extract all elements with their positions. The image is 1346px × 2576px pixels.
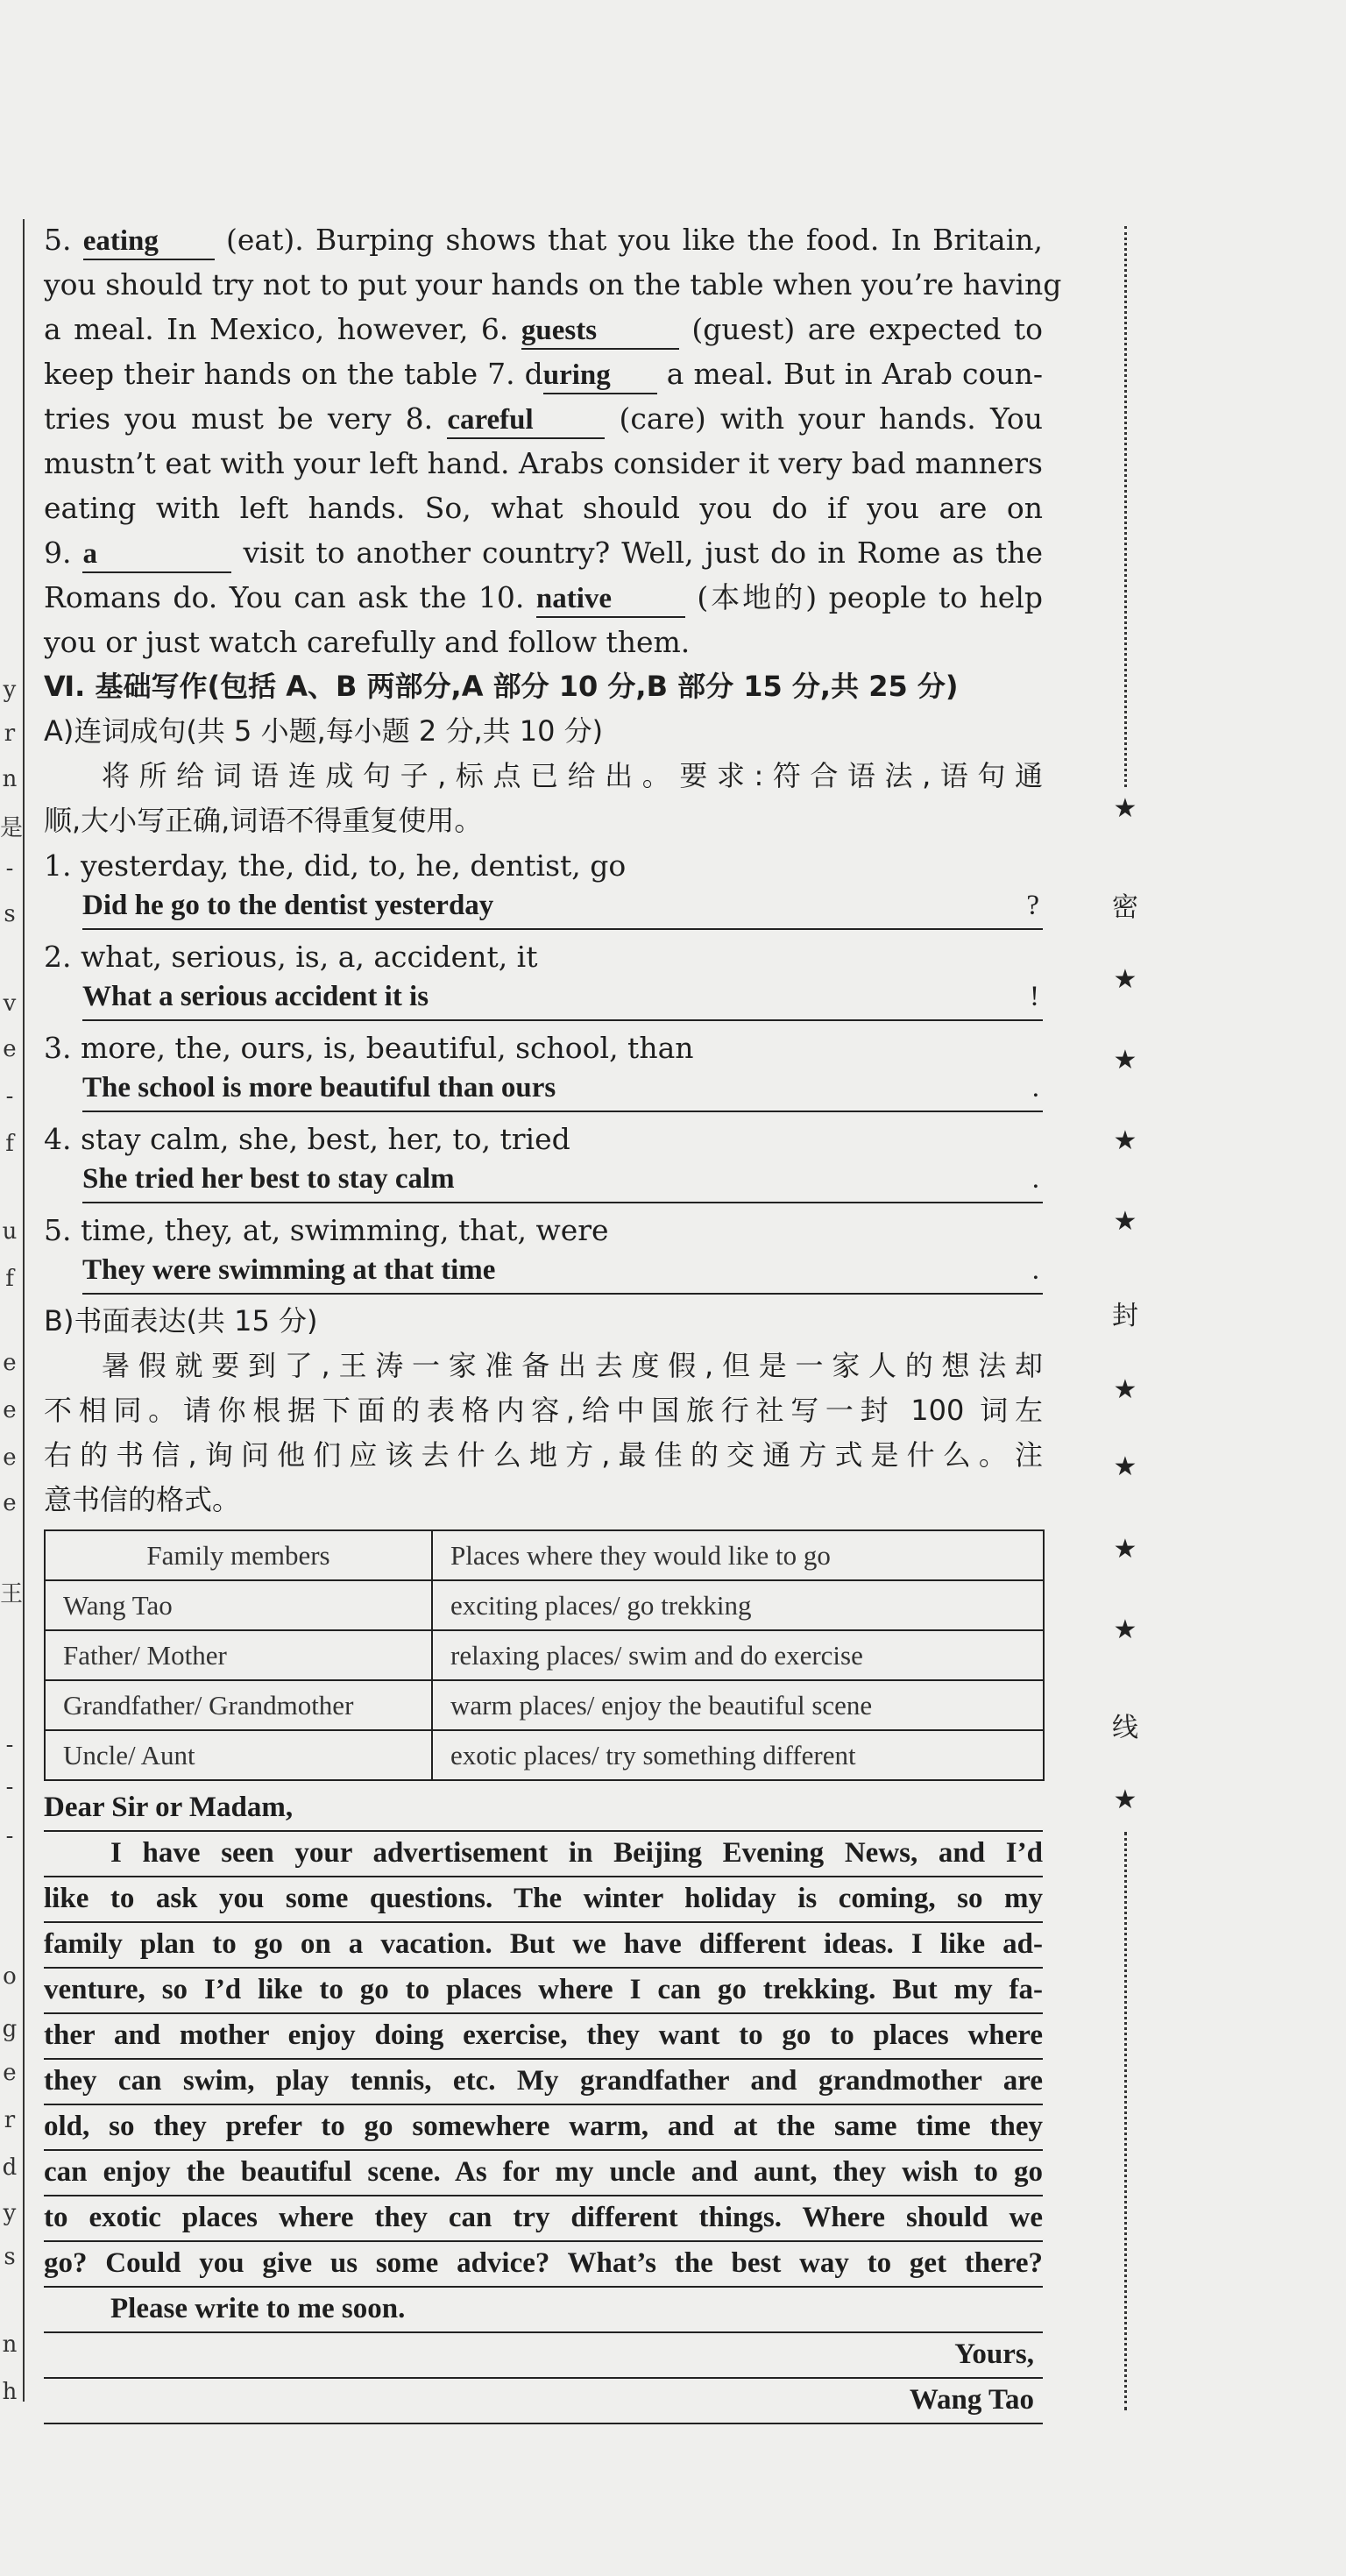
star-icon: ★ bbox=[1113, 1206, 1137, 1237]
cloze-text: 5. bbox=[44, 223, 72, 257]
bleed-char: f bbox=[5, 1266, 14, 1292]
cloze-passage bbox=[44, 217, 1062, 664]
item-answer: She tried her best to stay calm bbox=[82, 1163, 455, 1195]
binding-char-xian: 线 bbox=[1112, 1713, 1138, 1743]
bleed-char: h bbox=[2, 2379, 18, 2405]
bleed-char: 王 bbox=[0, 1581, 24, 1607]
table-row bbox=[45, 1730, 1044, 1780]
main-column bbox=[44, 217, 1062, 2424]
table-row bbox=[45, 1630, 1044, 1680]
cloze-text: you should try not to put your hands on the table when you’re having bbox=[44, 267, 1062, 302]
item-punct: . bbox=[1031, 1163, 1039, 1195]
bleed-char: e bbox=[3, 1490, 17, 1516]
part-b-heading: B)书面表达(共 15 分) bbox=[44, 1304, 318, 1338]
cloze-text: visit to another country? Well, just do in Rome as the bbox=[243, 536, 1043, 570]
item-punct: ! bbox=[1030, 981, 1039, 1012]
bleed-char: n bbox=[2, 2331, 18, 2358]
cloze-text: Romans do. You can ask the 10. bbox=[44, 580, 525, 614]
cloze-text: eating with left hands. So, what should you do if you are on bbox=[44, 491, 1043, 525]
section-title: Ⅵ. 基础写作(包括 A、B 两部分,A 部分 10 分,B 部分 15 分,共 25 分) bbox=[44, 670, 959, 703]
bleed-char: r bbox=[4, 2107, 16, 2133]
letter-answer bbox=[44, 1786, 1043, 2424]
letter-signature: Wang Tao bbox=[44, 2379, 1043, 2424]
letter-line: old, so they prefer to go somewhere warm, and at the same time they bbox=[44, 2105, 1043, 2151]
table-row bbox=[45, 1680, 1044, 1730]
table-row bbox=[45, 1580, 1044, 1630]
letter-line: venture, so I’d like to go to places where I can go trekking. But my fa- bbox=[44, 1969, 1043, 2014]
cloze-text: 9. bbox=[44, 536, 72, 570]
letter-line: I have seen your advertisement in Beijing Evening News, and I’d bbox=[44, 1832, 1043, 1877]
part-b-prompt: 右的书信,询问他们应该去什么地方,最佳的交通方式是什么。注 bbox=[44, 1438, 1043, 1472]
left-margin-rule bbox=[23, 219, 25, 2402]
sentence-item bbox=[44, 1208, 1043, 1295]
bleed-char: e bbox=[3, 1036, 17, 1062]
bleed-char: - bbox=[5, 1083, 14, 1110]
star-icon: ★ bbox=[1113, 1045, 1137, 1075]
letter-line: can enjoy the beautiful scene. As for my uncle and aunt, they wish to go bbox=[44, 2151, 1043, 2196]
letter-line: go? Could you give us some advice? What’s the best way to get there? bbox=[44, 2242, 1043, 2288]
bleed-char: y bbox=[3, 2200, 17, 2226]
item-punct: ? bbox=[1026, 890, 1039, 921]
table-cell: relaxing places/ swim and do exercise bbox=[432, 1630, 1044, 1680]
bleed-char: n bbox=[2, 766, 18, 792]
letter-line: like to ask you some questions. The winter holiday is coming, so my bbox=[44, 1877, 1043, 1923]
sentence-item bbox=[44, 934, 1043, 1021]
sentence-items bbox=[44, 843, 1043, 1295]
binding-char-feng: 封 bbox=[1112, 1301, 1138, 1331]
bleed-char: d bbox=[2, 2154, 18, 2181]
letter-line: they can swim, play tennis, etc. My grandfather and grandmother are bbox=[44, 2060, 1043, 2105]
letter-signoff: Yours, bbox=[44, 2333, 1043, 2379]
cloze-text: keep their hands on the table 7. d bbox=[44, 357, 543, 391]
table-cell: Father/ Mother bbox=[45, 1630, 432, 1680]
item-words: 4. stay calm, she, best, her, to, tried bbox=[44, 1122, 570, 1156]
cloze-answer-7: uring bbox=[543, 358, 657, 394]
item-answer-line bbox=[82, 888, 1043, 930]
bleed-char: - bbox=[5, 1823, 14, 1849]
item-words: 1. yesterday, the, did, to, he, dentist, go bbox=[44, 848, 627, 883]
table-cell: exciting places/ go trekking bbox=[432, 1580, 1044, 1630]
cloze-text: a meal. In Mexico, however, 6. bbox=[44, 312, 509, 346]
cloze-text: (care) with your hands. You bbox=[619, 401, 1043, 436]
sentence-item bbox=[44, 1117, 1043, 1203]
item-punct: . bbox=[1031, 1254, 1039, 1286]
cloze-text: (guest) are expected to bbox=[691, 312, 1043, 346]
table-cell: Uncle/ Aunt bbox=[45, 1730, 432, 1780]
star-icon: ★ bbox=[1113, 964, 1137, 995]
item-answer-line bbox=[82, 1161, 1043, 1203]
cloze-text: a meal. But in Arab coun- bbox=[666, 357, 1043, 391]
part-a-instructions: 顺,大小写正确,词语不得重复使用。 bbox=[44, 804, 483, 837]
bleed-char: e bbox=[3, 1397, 17, 1423]
star-icon: ★ bbox=[1113, 1614, 1137, 1645]
item-words: 5. time, they, at, swimming, that, were bbox=[44, 1213, 609, 1247]
bleed-char: e bbox=[3, 2060, 17, 2086]
table-cell: Grandfather/ Grandmother bbox=[45, 1680, 432, 1730]
letter-greeting: Dear Sir or Madam, bbox=[44, 1786, 1043, 1832]
cloze-text: tries you must be very 8. bbox=[44, 401, 434, 436]
part-a-instructions: 将所给词语连成句子,标点已给出。要求:符合语法,语句通 bbox=[102, 759, 1043, 792]
item-answer: Did he go to the dentist yesterday bbox=[82, 890, 494, 921]
bleed-char: r bbox=[4, 720, 16, 747]
table-cell: warm places/ enjoy the beautiful scene bbox=[432, 1680, 1044, 1730]
table-cell: Wang Tao bbox=[45, 1580, 432, 1630]
bleed-char: o bbox=[3, 1963, 17, 1990]
binding-dotted-line bbox=[1124, 1832, 1127, 2410]
bleed-char: v bbox=[3, 990, 17, 1017]
bleed-char: y bbox=[3, 677, 17, 703]
cloze-answer-9: a bbox=[82, 536, 231, 573]
cloze-answer-10: native bbox=[536, 581, 685, 618]
item-answer: They were swimming at that time bbox=[82, 1254, 496, 1286]
star-icon: ★ bbox=[1113, 1534, 1137, 1565]
family-table bbox=[44, 1529, 1045, 1781]
cloze-text: (eat). Burping shows that you like the food. In Britain, bbox=[226, 223, 1043, 257]
table-header-row bbox=[45, 1530, 1044, 1580]
binding-char-mi: 密 bbox=[1112, 892, 1138, 923]
star-icon: ★ bbox=[1113, 1785, 1137, 1815]
star-icon: ★ bbox=[1113, 793, 1137, 824]
table-cell: exotic places/ try something different bbox=[432, 1730, 1044, 1780]
star-icon: ★ bbox=[1113, 1451, 1137, 1482]
bleed-char: - bbox=[5, 855, 14, 882]
table-header-cell: Places where they would like to go bbox=[432, 1530, 1044, 1580]
bleed-char: f bbox=[5, 1131, 14, 1157]
binding-dotted-line bbox=[1124, 226, 1127, 787]
part-b-prompt: 暑假就要到了,王涛一家准备出去度假,但是一家人的想法却 bbox=[102, 1349, 1043, 1382]
cloze-text: mustn’t eat with your left hand. Arabs consider it very bad manners bbox=[44, 446, 1043, 480]
item-answer-line bbox=[82, 979, 1043, 1021]
bleed-char: s bbox=[4, 2244, 16, 2270]
letter-line: family plan to go on a vacation. But we have different ideas. I like ad- bbox=[44, 1923, 1043, 1969]
bleed-char: e bbox=[3, 1444, 17, 1471]
table-header-cell: Family members bbox=[45, 1530, 432, 1580]
letter-line: ther and mother enjoy doing exercise, they want to go to places where bbox=[44, 2014, 1043, 2060]
cloze-text: (本地的) people to help bbox=[697, 580, 1044, 614]
letter-line: to exotic places where they can try different things. Where should we bbox=[44, 2196, 1043, 2242]
item-answer-line bbox=[82, 1253, 1043, 1295]
item-words: 3. more, the, ours, is, beautiful, school, than bbox=[44, 1031, 694, 1065]
item-punct: . bbox=[1031, 1072, 1039, 1103]
cloze-answer-6: guests bbox=[521, 313, 679, 350]
cloze-text: you or just watch carefully and follow them. bbox=[44, 625, 691, 659]
bleed-char: g bbox=[2, 2016, 18, 2042]
star-icon: ★ bbox=[1113, 1374, 1137, 1405]
item-answer-line bbox=[82, 1070, 1043, 1112]
item-answer: What a serious accident it is bbox=[82, 981, 429, 1012]
bleed-char: u bbox=[2, 1218, 18, 1245]
part-b-prompt: 意书信的格式。 bbox=[44, 1483, 241, 1516]
bleed-char: - bbox=[5, 1732, 14, 1758]
star-icon: ★ bbox=[1113, 1125, 1137, 1156]
bleed-char: s bbox=[4, 901, 16, 927]
item-words: 2. what, serious, is, a, accident, it bbox=[44, 940, 538, 974]
cloze-answer-8: careful bbox=[447, 402, 605, 439]
item-answer: The school is more beautiful than ours bbox=[82, 1072, 556, 1103]
bleed-char: 是 bbox=[0, 815, 24, 841]
bleed-char: e bbox=[3, 1350, 17, 1376]
bleed-char: - bbox=[5, 1774, 14, 1800]
letter-closing: Please write to me soon. bbox=[44, 2288, 1043, 2333]
sentence-item bbox=[44, 1025, 1043, 1112]
part-b-prompt: 不相同。请你根据下面的表格内容,给中国旅行社写一封 100 词左 bbox=[44, 1394, 1043, 1427]
cloze-answer-5: eating bbox=[83, 224, 215, 260]
sentence-item bbox=[44, 843, 1043, 930]
part-a-heading: A)连词成句(共 5 小题,每小题 2 分,共 10 分) bbox=[44, 714, 604, 748]
